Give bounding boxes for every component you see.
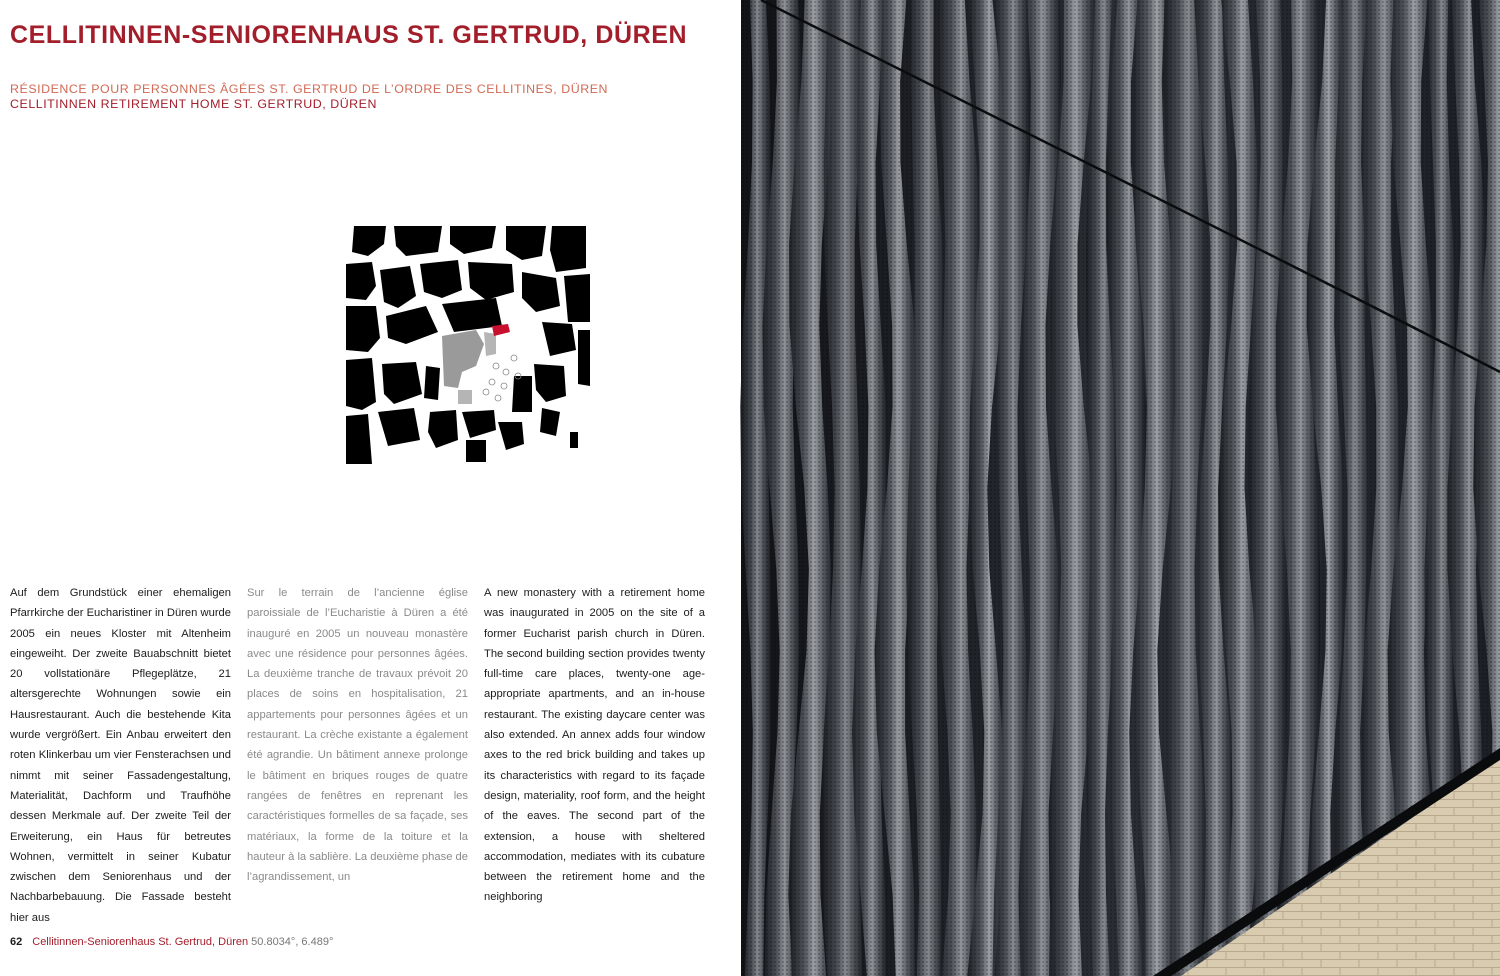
left-page [0, 0, 741, 976]
building-block [570, 432, 578, 448]
building-block [346, 358, 376, 410]
building-block [550, 226, 586, 272]
site-plan [346, 226, 590, 464]
page-number: 62 [10, 936, 23, 948]
building-block [564, 274, 590, 322]
subtitle-english: CELLITINNEN RETIREMENT HOME ST. GERTRUD, DÜREN [10, 97, 377, 111]
building-block [578, 330, 590, 386]
subtitle-french: RÉSIDENCE POUR PERSONNES ÂGÉES ST. GERTRUD DE L’ORDRE DES CELLITINES, DÜREN [10, 82, 609, 96]
building-block [346, 414, 372, 464]
page-footer [10, 936, 333, 948]
building-block [420, 260, 462, 298]
page-title: CELLITINNEN-SENIORENHAUS ST. GERTRUD, DÜREN [10, 21, 688, 49]
facade-photo [741, 0, 1500, 976]
text-column-french: Sur le terrain de l’ancienne église paroissiale de l’Eucharistie à Düren a été inauguré en 2005 un nouveau monastère avec une résidence pour personnes âgées. La deuxième tranche de travaux prévoit 20 places de soins en hospitalisation, 21 appartements pour personnes âgées et un restaurant. La crèche existante a également été agrandie. Un bâtiment annexe prolonge le bâtiment en briques rouges de quatre rangées de fenêtres en reprenant les caractéristiques formelles de sa façade, ses matériaux, la forme de la toiture et la hauteur à la sablière. La deuxième phase de l’agrandissement, un [247, 587, 468, 884]
footer-project-name: Cellitinnen-Seniorenhaus St. Gertrud, Düren [32, 936, 249, 948]
footer-coordinates: 50.8034°, 6.489° [251, 936, 334, 948]
text-column-english: A new monastery with a retirement home was inaugurated in 2005 on the site of a former Eucharist parish church in Düren. The second building section provides twenty full-time care places, twenty-one age-appropriate apartments, and an in-house restaurant. The existing daycare center was also extended. An annex adds four window axes to the red brick building and takes up its characteristics with regard to its façade design, materiality, roof form, and the height of the eaves. The second part of the extension, a house with sheltered accommodation, mediates with its cubature between the retirement home and the neighboring [484, 587, 705, 904]
building-block [424, 366, 440, 400]
project-building [458, 390, 472, 404]
building-block [466, 440, 486, 462]
text-column-german: Auf dem Grundstück einer ehemaligen Pfarrkirche der Eucharistiner in Düren wurde 2005 ein neues Kloster mit Altenheim eingeweiht. Der zweite Bauabschnitt bietet 20 vollstationäre Pflegeplätze, 21 altersgerechte Wohnungen sowie ein Hausrestaurant. Auch die bestehende Kita wurde vergrößert. Ein Anbau erweitert den roten Klinkerbau um vier Fensterachsen und nimmt mit seiner Fassadengestaltung, Materialität, Dachform und Traufhöhe dessen Merkmale auf. Der zweite Teil der Erweiterung, ein Haus für betreutes Wohnen, vermittelt in seiner Kubatur zwischen dem Seniorenhaus und der Nachbarbebauung. Die Fassade besteht hier aus [10, 587, 231, 924]
building-block [512, 376, 532, 412]
